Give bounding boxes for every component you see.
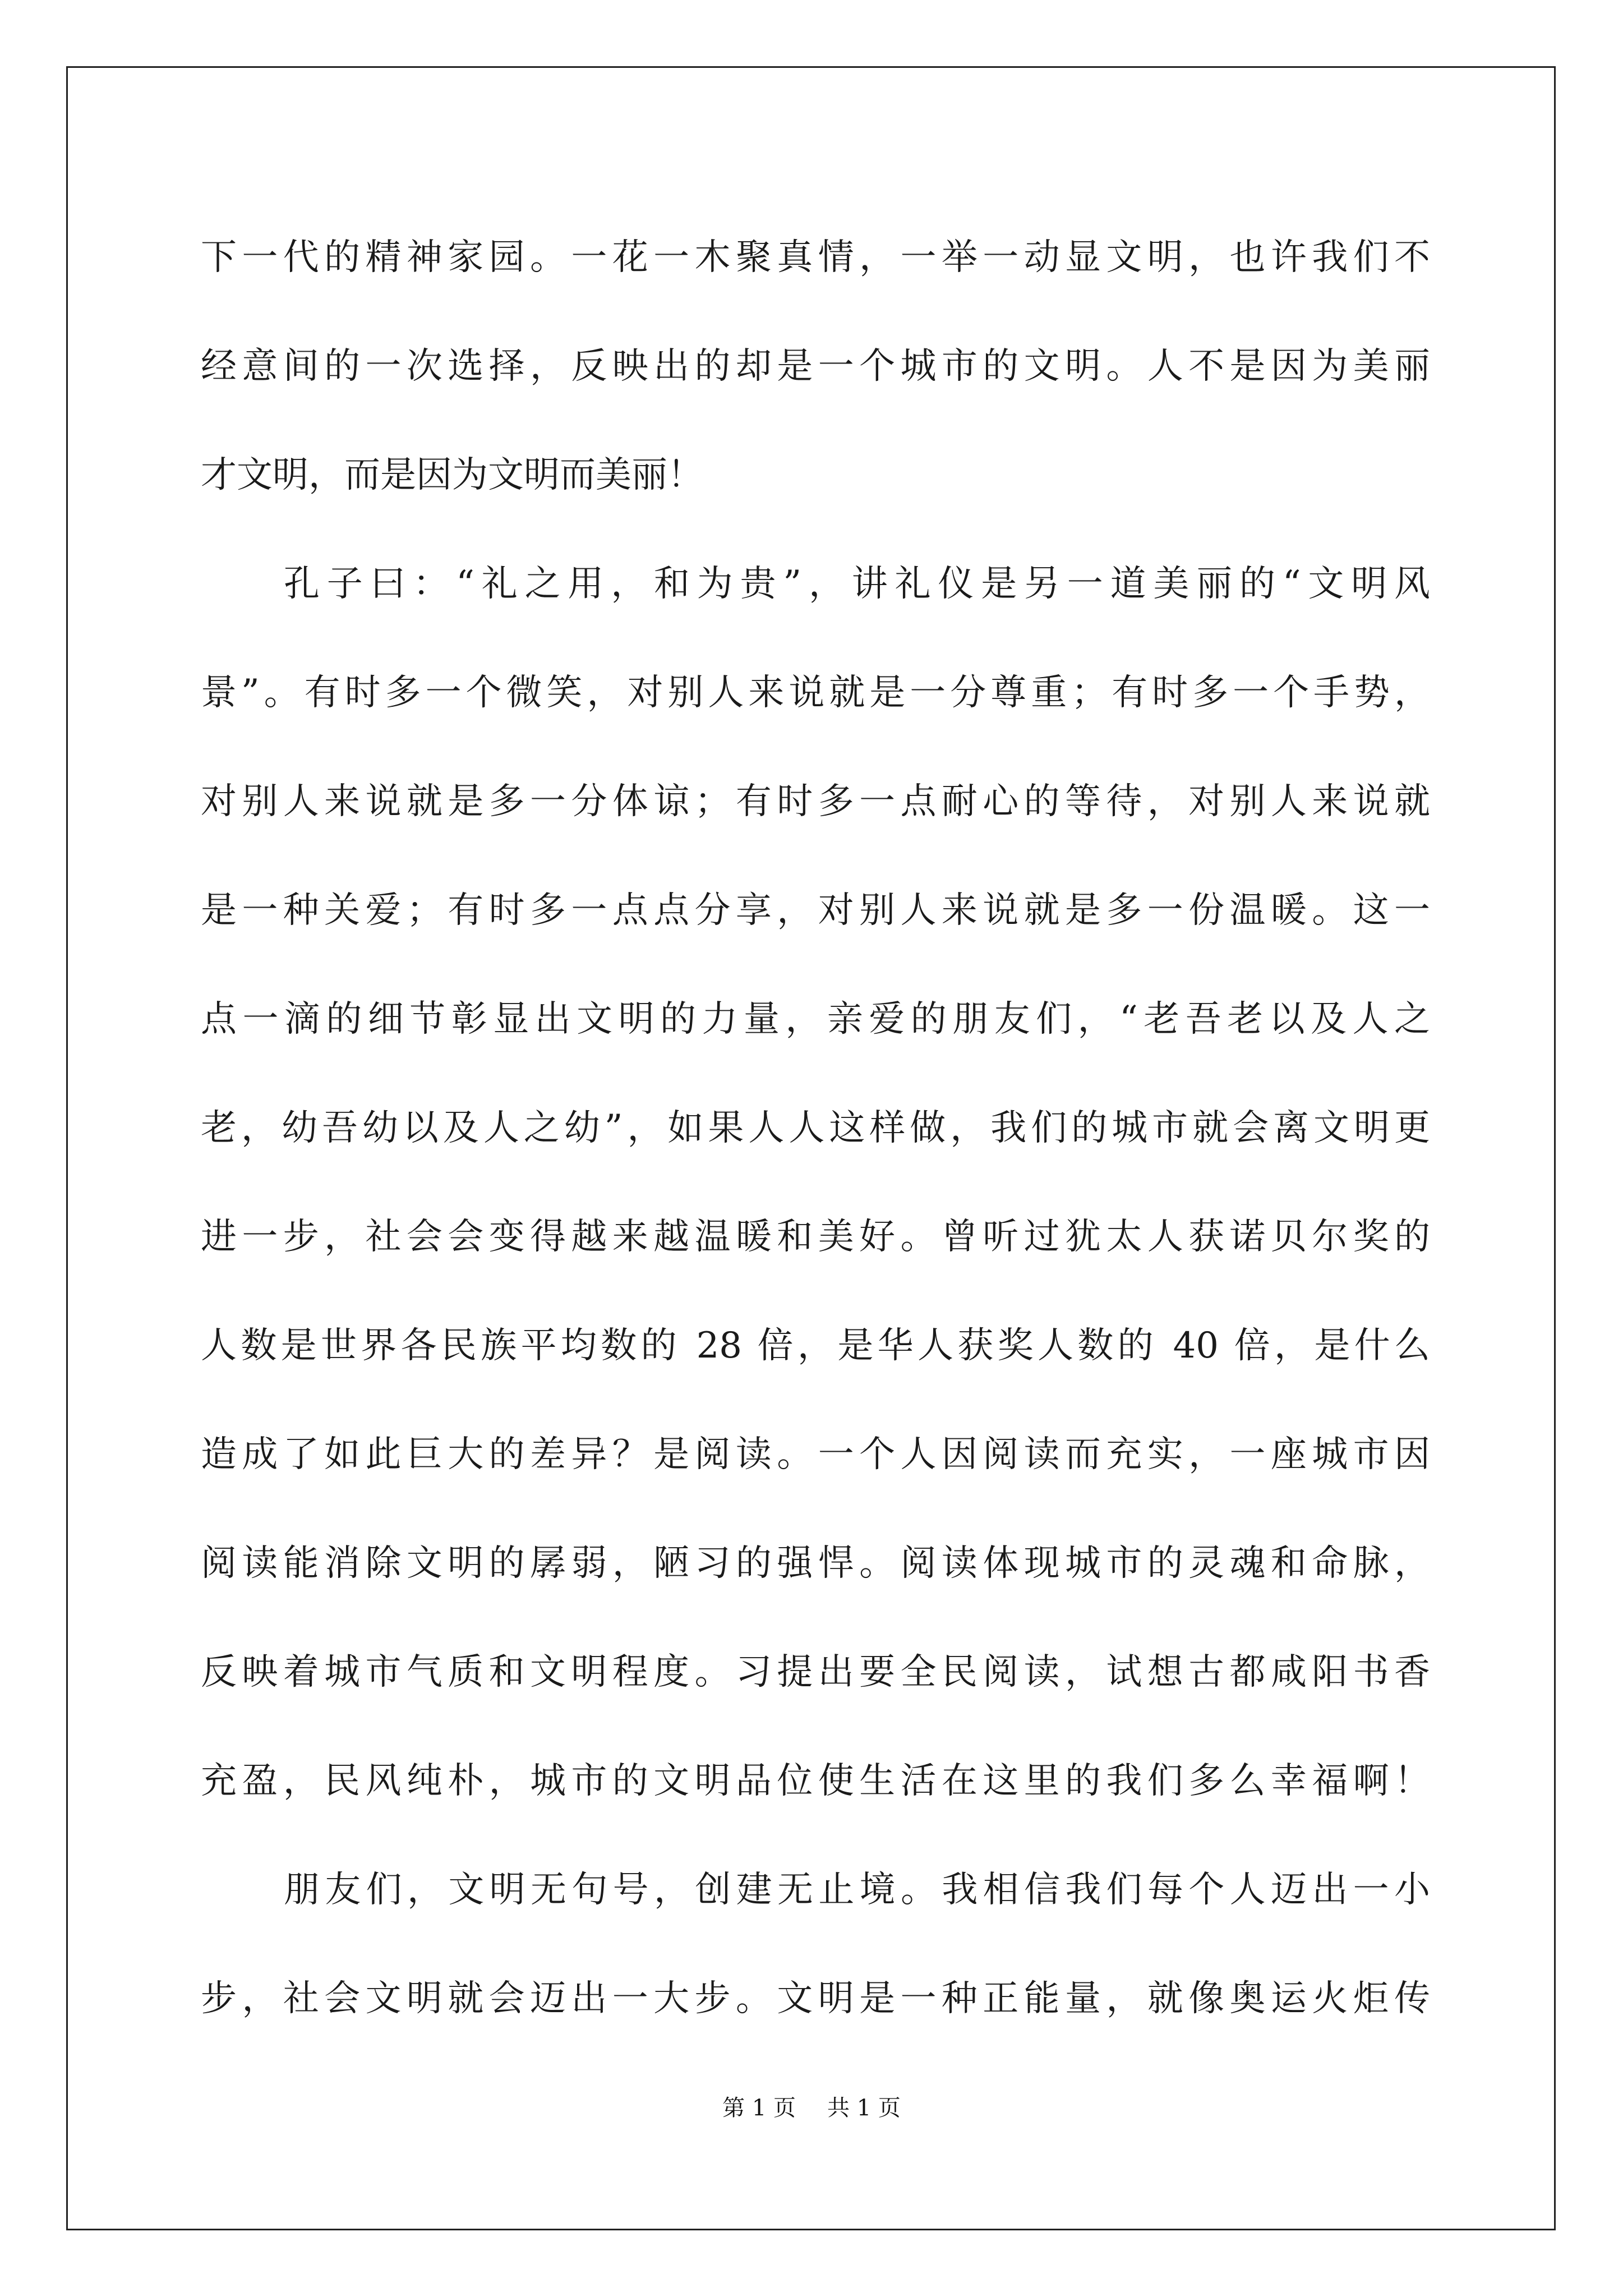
text-line: 充盈，民风纯朴，城市的文明品位使生活在这里的我们多么幸福啊！ <box>201 1760 1430 1802</box>
text-line: 下一代的精神家园。一花一木聚真情，一举一动显文明，也许我们不 <box>201 237 1430 278</box>
page-footer <box>0 2091 1623 2125</box>
text-line: 孔子曰：“礼之用，和为贵”，讲礼仪是另一道美丽的“文明风 <box>284 563 1430 605</box>
text-line: 景”。有时多一个微笑，对别人来说就是一分尊重；有时多一个手势， <box>201 672 1430 714</box>
text-line: 点一滴的细节彰显出文明的力量，亲爱的朋友们，“老吾老以及人之 <box>201 999 1430 1040</box>
text-line: 朋友们，文明无句号，创建无止境。我相信我们每个人迈出一小 <box>284 1869 1430 1911</box>
text-line: 是一种关爱；有时多一点点分享，对别人来说就是多一份温暖。这一 <box>201 890 1430 931</box>
text-line: 对别人来说就是多一分体谅；有时多一点耐心的等待，对别人来说就 <box>201 781 1430 822</box>
text-line: 步，社会文明就会迈出一大步。文明是一种正能量，就像奥运火炬传 <box>201 1978 1430 2019</box>
text-line: 造成了如此巨大的差异？是阅读。一个人因阅读而充实，一座城市因 <box>201 1434 1430 1475</box>
page-number: 第 1 页 <box>722 2095 796 2121</box>
document-body <box>201 203 1430 2053</box>
text-line: 经意间的一次选择，反映出的却是一个城市的文明。人不是因为美丽 <box>201 346 1430 387</box>
page-total: 共 1 页 <box>827 2095 901 2121</box>
text-line: 反映着城市气质和文明程度。习提出要全民阅读，试想古都咸阳书香 <box>201 1651 1430 1693</box>
text-line: 进一步，社会会变得越来越温暖和美好。曾听过犹太人获诺贝尔奖的 <box>201 1216 1430 1258</box>
text-line: 阅读能消除文明的孱弱，陋习的强悍。阅读体现城市的灵魂和命脉， <box>201 1543 1430 1584</box>
text-line: 人数是世界各民族平均数的 28 倍，是华人获奖人数的 40 倍，是什么 <box>201 1325 1430 1366</box>
text-line: 才文明，而是因为文明而美丽！ <box>201 454 703 496</box>
text-line: 老，幼吾幼以及人之幼”，如果人人这样做，我们的城市就会离文明更 <box>201 1107 1430 1149</box>
